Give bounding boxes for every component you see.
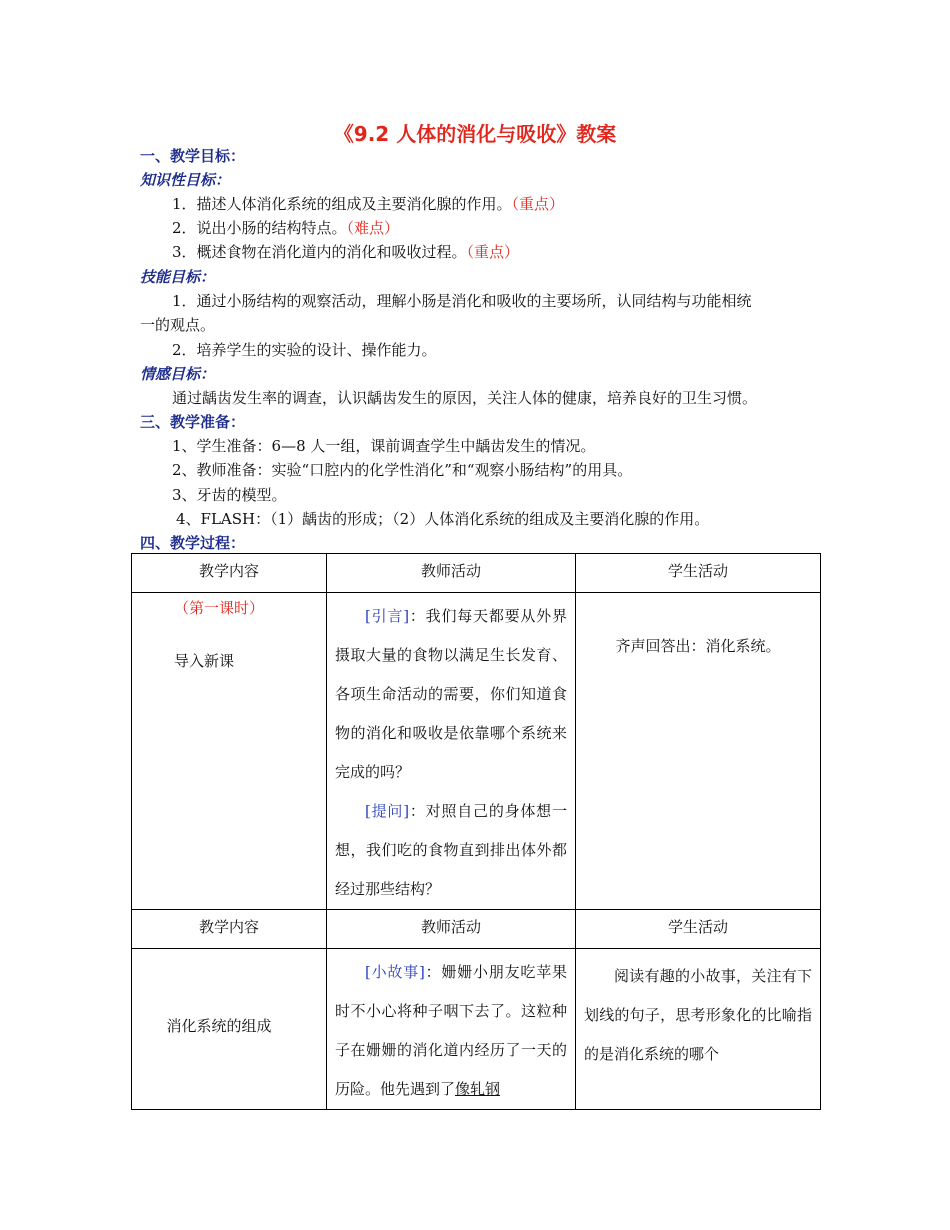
header2-teacher: 教师活动 — [327, 910, 576, 949]
table-row — [132, 593, 821, 910]
row1-teacher-cell — [327, 593, 576, 910]
prep-heading: 三、教学准备： — [140, 413, 246, 431]
intro-tag: [引言] — [365, 607, 410, 625]
story-underlined: 像轧钢 — [455, 1080, 501, 1098]
row2-student-cell — [576, 949, 821, 1110]
row2-content: 消化系统的组成 — [166, 1017, 272, 1035]
header-content: 教学内容 — [132, 554, 327, 593]
skill-item-1-line-1: 1．通过小肠结构的观察活动，理解小肠是消化和吸收的主要场所，认同结构与功能相统 — [172, 292, 752, 310]
row1-content: 导入新课 — [173, 652, 234, 670]
row2-teacher-cell — [327, 949, 576, 1110]
row2-student: 阅读有趣的小故事，关注有下划线的句子，思考形象化的比喻指的是消化系统的哪个 — [584, 967, 812, 1063]
row2-teacher-para — [327, 949, 575, 1109]
question-text: ：对照自己的身体想一想，我们吃的食物直到排出体外都经过那些结构？ — [335, 802, 567, 898]
header2-student: 学生活动 — [576, 910, 821, 949]
header2-content: 教学内容 — [132, 910, 327, 949]
prep-item-1: 1、学生准备：6—8 人一组，课前调查学生中龋齿发生的情况。 — [172, 437, 596, 455]
header-student: 学生活动 — [576, 554, 821, 593]
row1-student: 齐声回答出：消化系统。 — [615, 637, 781, 655]
knowledge-item-2-text: 2．说出小肠的结构特点。 — [172, 219, 347, 237]
process-heading: 四、教学过程： — [140, 534, 246, 552]
prep-item-4: 4、FLASH：（1）龋齿的形成；（2）人体消化系统的组成及主要消化腺的作用。 — [176, 510, 710, 528]
knowledge-item-1-text: 1．描述人体消化系统的组成及主要消化腺的作用。 — [172, 195, 512, 213]
process-table — [131, 553, 821, 1110]
emotion-heading: 情感目标： — [140, 365, 216, 383]
table-header-row — [132, 554, 821, 593]
story-text: ：姗姗小朋友吃苹果时不小心将种子咽下去了。这粒种子在姗姗的消化道内经历了一天的历险。他先遇到了 — [335, 963, 567, 1098]
intro-text: ：我们每天都要从外界摄取大量的食物以满足生长发育、各项生命活动的需要，你们知道食物的消化和吸收是依靠哪个系统来完成的吗？ — [335, 607, 567, 781]
emotion-text: 通过龋齿发生率的调查，认识龋齿发生的原因，关注人体的健康，培养良好的卫生习惯。 — [172, 389, 758, 407]
skill-item-1-line-2: 一的观点。 — [140, 316, 216, 334]
story-tag: [小故事] — [365, 963, 425, 981]
row1-teacher-para-2 — [327, 792, 575, 909]
prep-item-3: 3、牙齿的模型。 — [172, 486, 287, 504]
header-teacher: 教师活动 — [327, 554, 576, 593]
question-tag: [提问] — [365, 802, 410, 820]
table-header-row-2 — [132, 910, 821, 949]
knowledge-heading: 知识性目标： — [140, 171, 231, 189]
skill-heading: 技能目标： — [140, 268, 216, 286]
knowledge-item-1 — [172, 194, 564, 214]
row1-student-cell — [576, 593, 821, 910]
knowledge-item-1-tag: （重点） — [511, 195, 565, 213]
table-row — [132, 949, 821, 1110]
knowledge-item-2 — [172, 218, 399, 238]
document-title: 《9.2 人体的消化与吸收》教案 — [333, 122, 617, 146]
knowledge-item-3-tag: （重点） — [466, 243, 520, 261]
knowledge-item-3-text: 3．概述食物在消化道内的消化和吸收过程。 — [172, 243, 467, 261]
skill-item-2: 2．培养学生的实验的设计、操作能力。 — [172, 341, 437, 359]
lesson-label: （第一课时） — [173, 599, 264, 617]
row1-teacher-para-1 — [327, 593, 575, 792]
prep-item-2: 2、教师准备：实验“口腔内的化学性消化”和“观察小肠结构”的用具。 — [172, 461, 633, 479]
knowledge-item-3 — [172, 242, 519, 262]
row1-content-cell — [132, 593, 327, 910]
knowledge-item-2-tag: （难点） — [346, 219, 400, 237]
row2-content-cell — [132, 949, 327, 1110]
goals-heading: 一、教学目标： — [140, 147, 246, 165]
